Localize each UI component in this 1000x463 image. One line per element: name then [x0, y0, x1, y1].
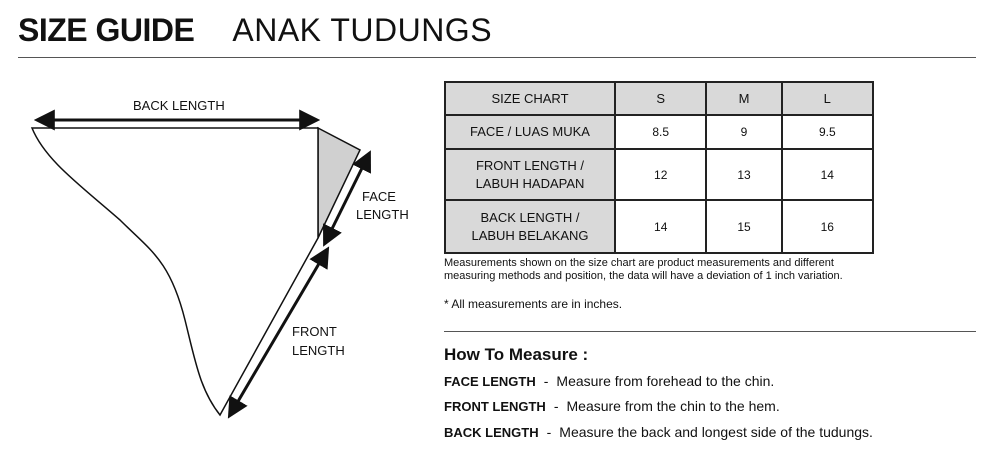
how-to-desc: Measure from forehead to the chin.: [556, 373, 775, 389]
deviation-note-line: Measurements shown on the size chart are product measurements and different: [444, 257, 834, 269]
size-m-header: M: [706, 82, 781, 115]
title-product: ANAK TUDUNGS: [232, 12, 493, 48]
size-l-header: L: [782, 82, 873, 115]
row-label-line: FRONT LENGTH /: [475, 157, 585, 173]
how-to-item-face: [444, 373, 774, 389]
front-l-value: 14: [782, 149, 873, 200]
how-to-desc: Measure from the chin to the hem.: [566, 398, 780, 414]
row-label-line: LABUH HADAPAN: [475, 175, 585, 191]
back-length-label: BACK LENGTH: [133, 98, 225, 113]
size-chart-table: [444, 81, 874, 254]
how-to-desc: Measure the back and longest side of the tudungs.: [559, 424, 873, 440]
how-to-term: FRONT LENGTH: [444, 399, 546, 414]
deviation-note: [444, 257, 964, 283]
size-chart-title-cell: SIZE CHART: [445, 82, 615, 115]
tudung-diagram: [0, 60, 440, 458]
separator-dash: -: [553, 398, 559, 414]
face-l-value: 9.5: [782, 115, 873, 149]
section-divider: [444, 331, 976, 332]
face-s-value: 8.5: [615, 115, 706, 149]
table-row: [445, 115, 873, 149]
row-label-line: LABUH BELAKANG: [471, 227, 589, 243]
separator-dash: -: [543, 373, 549, 389]
how-to-term: BACK LENGTH: [444, 425, 539, 440]
front-length-label-1: FRONT: [292, 324, 337, 339]
size-chart-header-row: [445, 82, 873, 115]
title-size-guide: SIZE GUIDE: [18, 12, 195, 48]
row-label-line: FACE / LUAS MUKA: [470, 124, 590, 139]
how-to-item-back: [444, 424, 873, 440]
back-l-value: 16: [782, 200, 873, 253]
size-s-header: S: [615, 82, 706, 115]
face-length-label-2: LENGTH: [356, 207, 409, 222]
face-length-label-1: FACE: [362, 189, 396, 204]
row-label-back: [445, 200, 615, 253]
face-m-value: 9: [706, 115, 781, 149]
page-title: [18, 10, 492, 50]
row-label-front: [445, 149, 615, 200]
front-length-label-2: LENGTH: [292, 343, 345, 358]
how-to-term: FACE LENGTH: [444, 374, 536, 389]
front-m-value: 13: [706, 149, 781, 200]
table-row: [445, 200, 873, 253]
inches-note: * All measurements are in inches.: [444, 297, 623, 311]
row-label-line: BACK LENGTH /: [480, 209, 580, 225]
separator-dash: -: [546, 424, 552, 440]
table-row: [445, 149, 873, 200]
back-m-value: 15: [706, 200, 781, 253]
deviation-note-line: measuring methods and position, the data will have a deviation of 1 inch variation.: [444, 270, 843, 282]
row-label-face: [445, 115, 615, 149]
front-s-value: 12: [615, 149, 706, 200]
back-s-value: 14: [615, 200, 706, 253]
how-to-item-front: [444, 398, 780, 414]
tudung-diagram-svg: [0, 60, 440, 458]
header-divider: [18, 57, 976, 58]
tudung-outline: [32, 128, 318, 415]
how-to-measure-title: How To Measure :: [444, 345, 589, 364]
